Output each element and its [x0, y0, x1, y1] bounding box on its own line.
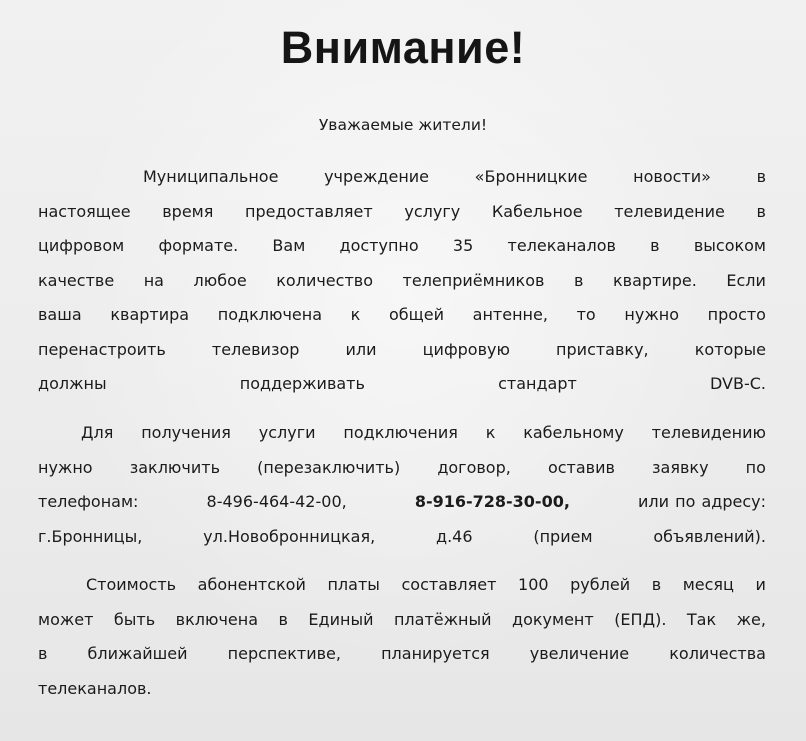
word: абонентской [197, 575, 306, 594]
word: Стоимость [86, 575, 177, 594]
notice-title: Внимание! [280, 22, 526, 73]
word: цифровом [38, 236, 125, 255]
paragraph-how-to-connect [38, 416, 766, 554]
word: к [485, 423, 496, 442]
paragraph-pricing [38, 568, 766, 706]
word: Вам [272, 236, 306, 255]
word: (ЕПД). [614, 609, 667, 629]
address-intro: или по адресу: [638, 492, 766, 511]
word: увеличение [529, 644, 630, 663]
word: телеканалов [507, 236, 616, 255]
word: цифровую [422, 339, 510, 359]
word: нужно [624, 305, 679, 324]
word: телевидение [614, 201, 725, 221]
word: формате. [158, 236, 239, 255]
word: в [278, 609, 288, 629]
word: Единый [308, 609, 374, 629]
word: ваша [38, 305, 82, 324]
word: предоставляет [245, 201, 373, 221]
word: получения [141, 423, 231, 442]
word: телевизор [211, 339, 300, 359]
word: по [745, 457, 766, 477]
word: включена [175, 609, 259, 629]
phones-label: телефонам: [38, 492, 139, 511]
address-line: г.Бронницы, ул.Новобронницкая, д.46 (прием объявлений). [38, 526, 766, 546]
phone-number-landline: 8-496-464-42-00, [206, 492, 347, 511]
word: в [650, 236, 660, 255]
word: и [755, 575, 766, 594]
word: доступно [339, 236, 419, 255]
word: Для [81, 423, 114, 442]
word: подключена [217, 305, 322, 324]
word: время [162, 201, 214, 221]
paragraph-line [38, 264, 766, 299]
phones-line [38, 485, 766, 520]
paragraph-line: телеканалов. [38, 678, 152, 698]
word: в [756, 201, 766, 221]
word: «Бронницкие [474, 167, 588, 186]
word: квартире. [612, 270, 697, 290]
word: заявку [652, 457, 709, 477]
word: подключения [343, 423, 458, 442]
paragraph-line [38, 451, 766, 486]
word: ближайшей [87, 644, 188, 663]
paragraph-line [38, 229, 766, 264]
paragraph-line [38, 603, 766, 638]
word: антенне, [472, 305, 548, 324]
word: телеприёмников [402, 270, 545, 290]
paragraph-line [38, 416, 766, 451]
word: быть [113, 609, 156, 629]
word: месяц [682, 575, 734, 594]
word: квартира [110, 305, 190, 324]
word: к [350, 305, 361, 324]
word: качестве [38, 270, 115, 290]
word: платы [327, 575, 380, 594]
word: заключить [129, 457, 220, 477]
word: составляет [401, 575, 497, 594]
word: платёжный [393, 609, 492, 629]
word: договор, [437, 457, 511, 477]
paragraph-line [38, 637, 766, 672]
word: Так [686, 609, 717, 629]
greeting: Уважаемые жители! [318, 116, 488, 134]
word: Муниципальное [143, 167, 279, 186]
word: настоящее [38, 201, 131, 221]
word: перспективе, [227, 644, 341, 663]
word: рублей [570, 575, 631, 594]
word: учреждение [324, 167, 430, 186]
word: количества [669, 644, 766, 663]
word: телевидению [651, 423, 766, 442]
word: Если [726, 270, 766, 290]
paragraph-line [38, 568, 766, 603]
word: кабельному [523, 423, 624, 442]
word: может [38, 609, 94, 629]
word: планируется [381, 644, 490, 663]
word: оставив [547, 457, 615, 477]
word: количество [276, 270, 373, 290]
paragraph-line [38, 195, 766, 230]
word: 35 [452, 236, 474, 255]
word: же, [736, 609, 766, 629]
word: высоком [693, 236, 766, 255]
word: или [345, 339, 377, 359]
word: в [573, 270, 584, 290]
word: нужно [38, 457, 93, 477]
word: услуги [258, 423, 316, 442]
word: просто [707, 305, 766, 324]
word: приставку, [556, 339, 649, 359]
phone-number-mobile: 8-916-728-30-00, [414, 492, 570, 511]
word: любое [193, 270, 247, 290]
paragraph-line [38, 160, 766, 195]
word: документ [512, 609, 594, 629]
word: в [651, 575, 662, 594]
word: услугу [404, 201, 461, 221]
word: общей [389, 305, 444, 324]
word: (перезаключить) [257, 457, 401, 477]
word: в [38, 644, 48, 663]
word: 100 [518, 575, 549, 594]
word: новости» [633, 167, 711, 186]
paragraph-line: должны поддерживать стандарт DVB-C. [38, 374, 766, 393]
paragraph-line [38, 298, 766, 333]
word: на [143, 270, 164, 290]
word: в [756, 167, 766, 186]
word: то [576, 305, 596, 324]
word: которые [694, 339, 766, 359]
paragraph-line [38, 333, 766, 368]
word: перенастроить [38, 339, 166, 359]
paragraph-service-description [38, 160, 766, 402]
word: Кабельное [491, 201, 583, 221]
